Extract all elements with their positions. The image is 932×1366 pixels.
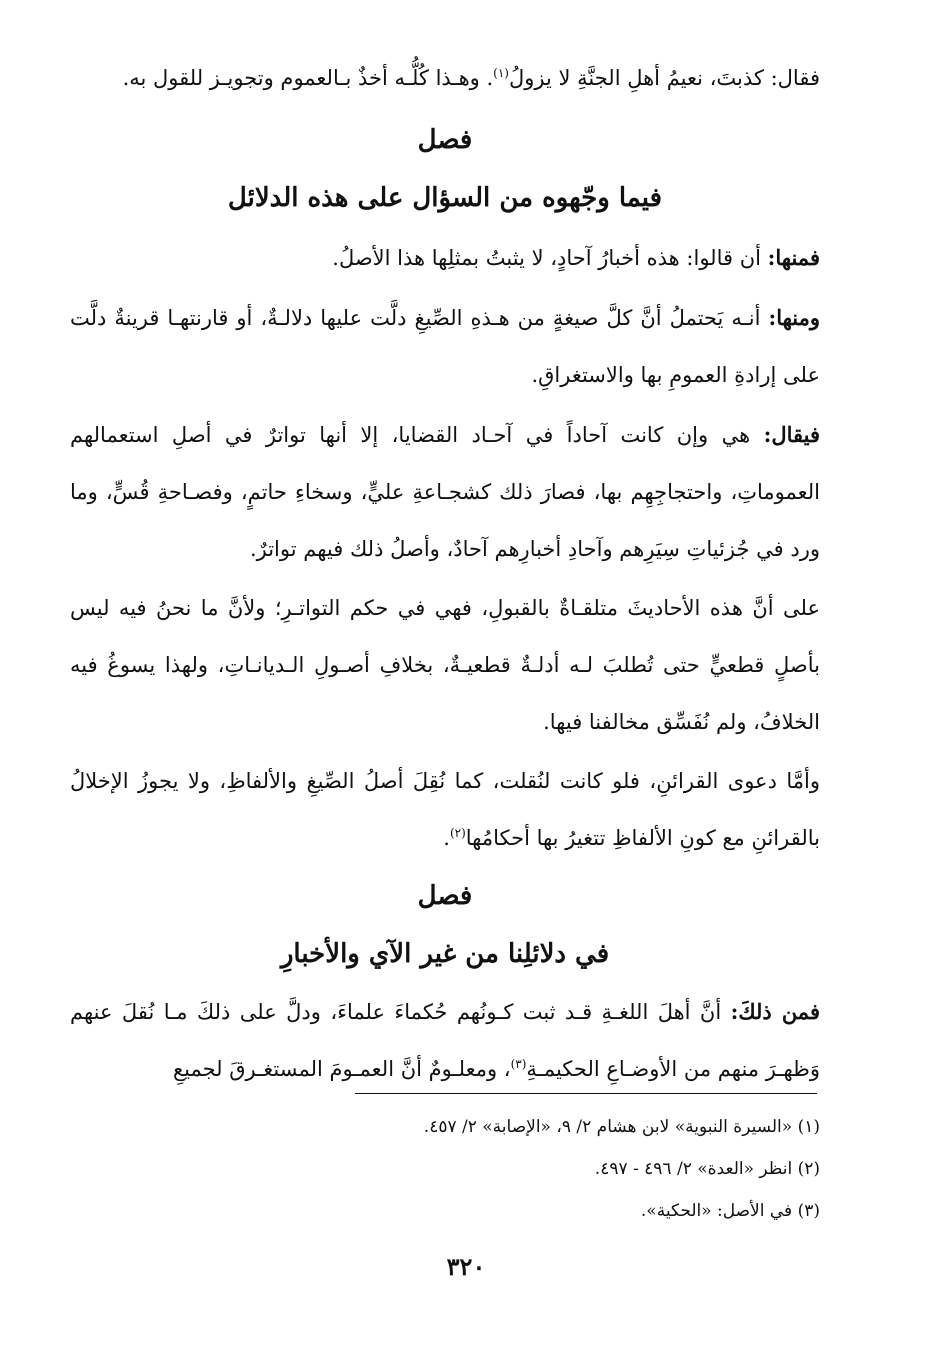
paragraph-6-end: . — [443, 826, 450, 850]
paragraph-1-rest: . وهـذا كُلُّـه أخذٌ بـالعموم وتجويـز للقول به. — [122, 66, 494, 90]
paragraph-4-text: هي وإن كانت آحاداً في آحـاد القضايا، إلا أنها تواترٌ في أصلِ استعمالهم العموماتِ، واحتجاجِهِم بها، فصارَ ذلك كشجـاعةِ عليٍّ، وسخاءِ حاتمٍ، وفصـاحةِ قُسٍّ، وما ورد في جُزئياتِ سِيَرِهم وآحادِ أخبارِهم آحادٌ، وأصلُ ذلك فيهم تواترٌ. — [70, 423, 820, 561]
footnotes — [70, 1106, 820, 1232]
page-number: ٣٢٠ — [446, 1252, 486, 1281]
section-2-title: فصل — [417, 881, 473, 911]
footnote-1: (١) «السيرة النبوية» لابن هشام ٢/ ٩، «الإصابة» ٢/ ٤٥٧. — [423, 1117, 820, 1137]
paragraph-3-text: أنـه يَحتملُ أنَّ كلَّ صيغةٍ من هـذهِ الصِّيغِ دلَّت عليها دلالـةٌ، أو قارنتهـا قرينةٌ دلَّت على إرادةِ العمومِ بها والاستغراقِ. — [70, 306, 820, 387]
paragraph-1-text: فقال: كذبتَ، نعيمُ أهلِ الجنَّةِ لا يزولُ — [508, 66, 820, 90]
paragraph-7-lead: فمن ذلكَ: — [730, 999, 820, 1024]
paragraph-1 — [70, 50, 820, 107]
paragraph-6 — [70, 753, 820, 867]
paragraph-2 — [70, 229, 820, 287]
footnote-2: (٢) انظر «العدة» ٢/ ٤٩٦ - ٤٩٧. — [594, 1159, 820, 1179]
footnote-ref-2[interactable]: (٢) — [449, 826, 466, 840]
paragraph-4 — [70, 406, 820, 578]
paragraph-7 — [70, 983, 820, 1098]
paragraph-3 — [70, 289, 820, 404]
paragraph-7-rest: ، ومعلـومٌ أنَّ العمـومَ المستغـرقَ لجميعِ — [172, 1057, 511, 1081]
footnote-ref-1[interactable]: (١) — [493, 66, 509, 80]
paragraph-4-lead: فيقال: — [763, 422, 820, 447]
paragraph-6-text: وأمَّا دعوى القرائنِ، فلو كانت لنُقلت، كما نُقِلَ أصلُ الصِّيغِ والألفاظِ، ولا يجوزُ الإخلالُ بالقرائنِ مع كونِ الألفاظِ تتغيرُ بها أحكامُها — [70, 769, 820, 850]
paragraph-7-text: أنَّ أهلَ اللغـةِ قـد ثبت كـونُهم حُكماءَ علماءَ، ودلَّ على ذلكَ مـا نُقلَ عنهم وَظهـرَ منهم من الأوضـاعِ الحكيمـةِ — [70, 1000, 820, 1081]
footnote-3: (٣) في الأصل: «الحكية». — [640, 1201, 820, 1221]
section-1-title: فصل — [417, 125, 473, 155]
paragraph-5: على أنَّ هذه الأحاديثَ متلقـاةٌ بالقبولِ، فهي في حكم التواتـرِ؛ ولأنَّ ما نحنُ فيه ليس بأصلٍ قطعيٍّ حتى تُطلبَ لـه أدلـةٌ قطعيـةٌ، بخلافِ أصـولِ الـديانـاتِ، ولهذا يسوغُ فيه الخلافُ، ولم نُفَسِّق مخالفنا فيها. — [70, 596, 820, 734]
section-1-subtitle: فيما وجّهوه من السؤال على هذه الدلائل — [227, 183, 663, 213]
paragraph-3-lead: ومنها: — [768, 305, 820, 330]
paragraph-2-text: أن قالوا: هذه أخبارُ آحادٍ، لا يثبتُ بمثلِها هذا الأصلُ. — [332, 246, 768, 270]
footnote-ref-3[interactable]: (٣) — [510, 1057, 527, 1071]
paragraph-2-lead: فمنها: — [767, 245, 820, 270]
section-2-subtitle: في دلائلِنا من غير الآي والأخبارِ — [280, 939, 610, 969]
footnote-divider — [355, 1093, 817, 1094]
